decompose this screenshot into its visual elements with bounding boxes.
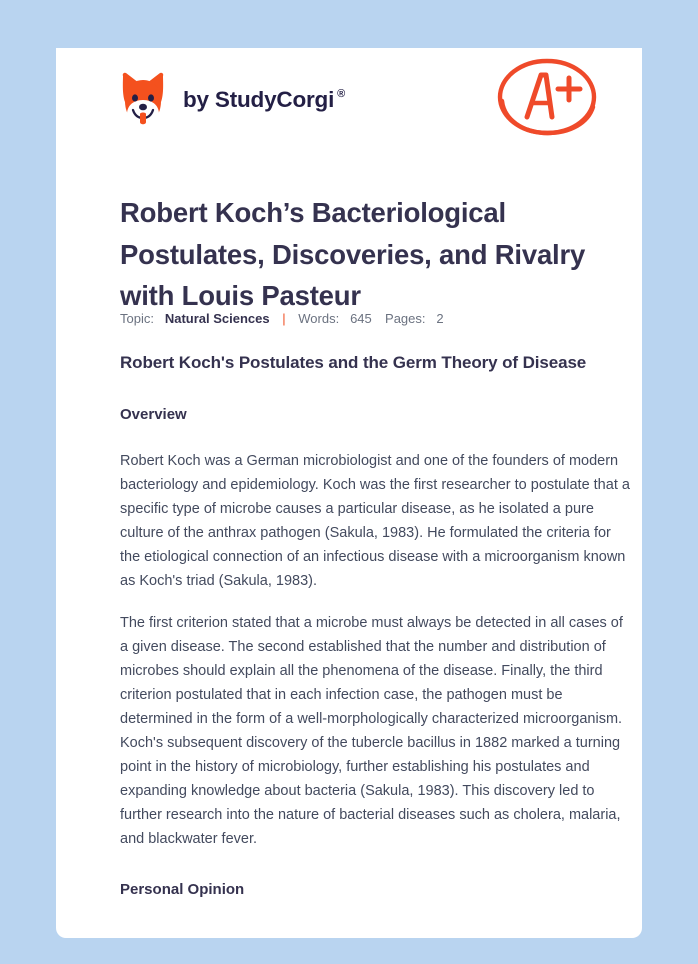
topic-label: Topic:	[120, 311, 154, 326]
topic-value[interactable]: Natural Sciences	[164, 311, 270, 326]
corgi-head-icon	[120, 72, 166, 128]
paragraph-1: Robert Koch was a German microbiologist and one of the founders of modern bacteriology and epidemiology. Koch was the first researcher to postulate that a specific type of microbe causes a particular disease, as he isolated a pure culture of the anthrax pathogen (Sakula, 1983). He formulated the criteria for the etiological connection of an infectious disease with a microorganism known as Koch's triad (Sakula, 1983).	[120, 452, 630, 589]
words-label: Words:	[298, 311, 340, 326]
registered-trademark-icon: ®	[337, 88, 346, 100]
document-sheet	[56, 48, 642, 938]
paragraph-2: The first criterion stated that a microbe must always be detected in all cases of a given disease. The second established that the number and distribution of microbes should explain all the phenomena of the disease. Finally, the third criterion postulated that in each infection case, the pathogen must be determined in the form of a well-morphologically characterized microorganism. Koch's subsequent discovery of the tubercle bacillus in 1882 marked a turning point in the history of microbiology, further establishing his postulates and expanding knowledge about bacteria (Sakula, 1983). This discovery led to further research into the nature of bacterial diseases such as cholera, malaria, and blackwater fever.	[120, 614, 623, 847]
meta-separator: |	[282, 311, 286, 326]
document-meta	[120, 311, 444, 326]
section-heading-personal-opinion: Personal Opinion	[120, 880, 245, 898]
section-heading-main: Robert Koch's Postulates and the Germ Theory of Disease	[120, 353, 587, 372]
section-heading-overview: Overview	[120, 405, 187, 423]
words-value: 645	[350, 311, 372, 326]
document-body	[120, 351, 632, 900]
a-plus-grade-badge-icon	[494, 55, 600, 141]
document-header	[56, 48, 642, 158]
pages-label: Pages:	[385, 311, 426, 326]
page-title: Robert Koch’s Bacteriological Postulates, Discoveries, and Rivalry with Louis Pasteur	[120, 197, 586, 312]
brand-name-text: by StudyCorgi	[183, 87, 335, 112]
brand-logo-block[interactable]	[120, 72, 345, 128]
brand-name	[183, 87, 345, 113]
pages-value: 2	[436, 311, 444, 326]
